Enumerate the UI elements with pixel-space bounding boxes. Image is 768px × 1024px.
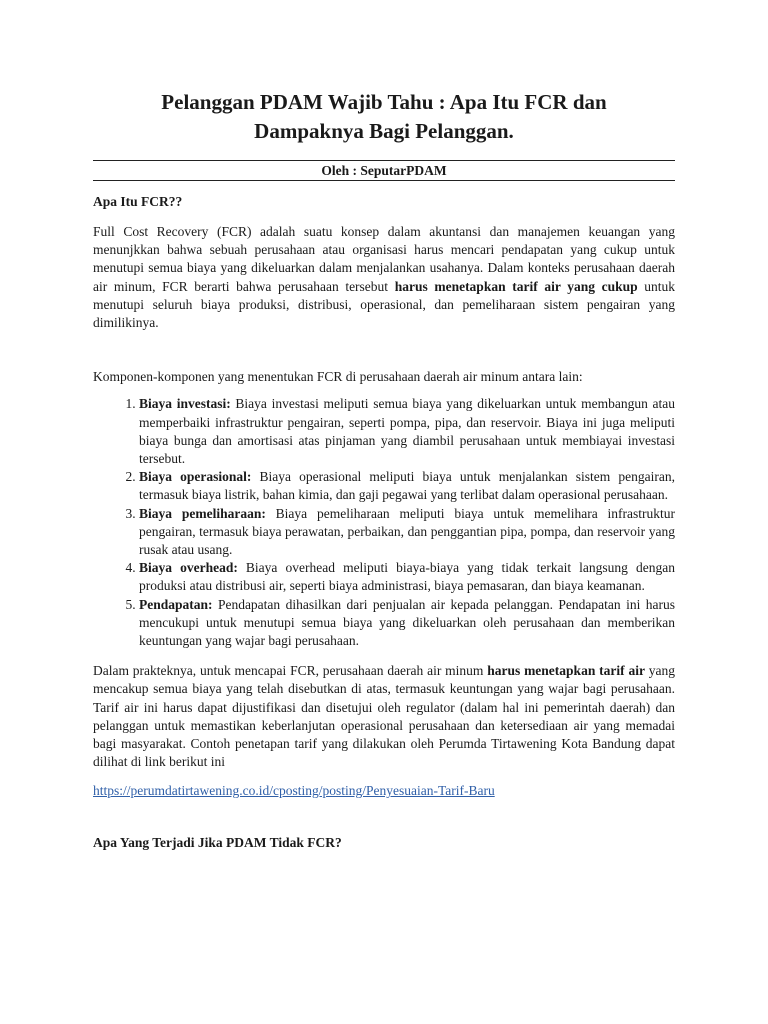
list-item bbox=[139, 559, 675, 595]
list-item-desc: Biaya investasi meliputi semua biaya yang dikeluarkan untuk membangun atau memperbaiki infrastruktur pengairan, seperti pompa, pipa, dan reservoir. Biaya ini juga meliputi biaya bunga dan amortisasi atas pinjaman yang diambil perusahaan untuk membiayai investasi tersebut. bbox=[139, 396, 675, 467]
para1-text-a: Full Cost Recovery (FCR) adalah suatu konsep dalam akuntansi dan manajemen keuangan yang menunjkkan bahwa sebuah perusahaan atau organisasi harus mencari pendapatan yang cukup untuk menutupi semua biaya yang dikeluarkan dalam menjalankan usahanya. Dalam konteks perusahaan daerah air minum, FCR berarti bahwa perusahaan tersebut bbox=[93, 224, 675, 294]
title-rest: : Apa Itu FCR dan bbox=[433, 90, 607, 114]
byline: Oleh : SeputarPDAM bbox=[93, 160, 675, 181]
list-item-term: Biaya pemeliharaan: bbox=[139, 505, 266, 521]
list-item bbox=[139, 596, 675, 651]
title-line-1 bbox=[93, 88, 675, 117]
list-item-desc: Biaya pemeliharaan meliputi biaya untuk memelihara infrastruktur pengairan, termasuk biaya perawatan, perbaikan, dan penggantian pipa, pompa, dan reservoir yang rusak atau usang. bbox=[139, 505, 675, 558]
list-item bbox=[139, 395, 675, 468]
components-list bbox=[93, 395, 675, 650]
list-item-term: Biaya investasi: bbox=[139, 396, 231, 412]
para2-text-b: yang mencakup semua biaya yang telah disebutkan di atas, termasuk keuntungan yang wajar bagi perusahaan. Tarif air ini harus dapat dijustifikasi dan disetujui oleh regulator (dalam hal ini pemerintah daerah) dan pelanggan untuk memastikan keberlanjutan operasional perusahaan dan ketersediaan air yang memadai bagi masyarakat. Contoh penetapan tarif yang dilakukan oleh Perumda Tirtawening Kota Bandung dapat dilihat di link berikut ini bbox=[93, 663, 675, 770]
list-item-desc: Biaya overhead meliputi biaya-biaya yang tidak terkait langsung dengan produksi atau distribusi air, seperti biaya administrasi, biaya pemasaran, dan biaya keamanan. bbox=[139, 560, 675, 594]
paragraph-fcr-practice bbox=[93, 662, 675, 771]
list-item-term: Biaya operasional: bbox=[139, 469, 252, 485]
paragraph-fcr-definition bbox=[93, 223, 675, 332]
para1-bold: harus menetapkan tarif air yang cukup bbox=[394, 278, 638, 294]
para1-text-b: untuk menutupi seluruh biaya produksi, distribusi, operasional, dan pemeliharaan sistem pengairan yang dimilikinya. bbox=[93, 278, 675, 331]
title-bold: Pelanggan PDAM Wajib Tahu bbox=[161, 90, 434, 114]
para2-bold: harus menetapkan tarif air bbox=[487, 663, 645, 679]
list-item bbox=[139, 505, 675, 560]
section-heading-what-is-fcr: Apa Itu FCR?? bbox=[93, 194, 183, 209]
para2-text-a: Dalam prakteknya, untuk mencapai FCR, perusahaan daerah air minum bbox=[93, 663, 488, 679]
list-item bbox=[139, 468, 675, 504]
list-item-term: Biaya overhead: bbox=[139, 560, 238, 576]
document-title bbox=[93, 88, 675, 146]
section-heading-pdam-not-fcr: Apa Yang Terjadi Jika PDAM Tidak FCR? bbox=[93, 835, 342, 851]
title-line-2: Dampaknya Bagi Pelanggan. bbox=[254, 119, 514, 143]
tariff-link[interactable]: https://perumdatirtawening.co.id/cposting/posting/Penyesuaian-Tarif-Baru bbox=[93, 783, 495, 799]
paragraph-components-intro: Komponen-komponen yang menentukan FCR di perusahaan daerah air minum antara lain: bbox=[93, 369, 583, 385]
list-item-desc: Biaya operasional meliputi biaya untuk menjalankan sistem pengairan, termasuk biaya listrik, bahan kimia, dan gaji pegawai yang terlibat dalam operasional perusahaan. bbox=[139, 469, 676, 503]
list-item-term: Pendapatan: bbox=[139, 596, 213, 612]
document-content bbox=[93, 88, 675, 852]
list-item-desc: Pendapatan dihasilkan dari penjualan air kepada pelanggan. Pendapatan ini harus mencukupi untuk menutupi semua biaya yang dikeluarkan oleh perusahaan dan memberikan keuntungan yang wajar bagi perusahaan. bbox=[139, 596, 675, 649]
